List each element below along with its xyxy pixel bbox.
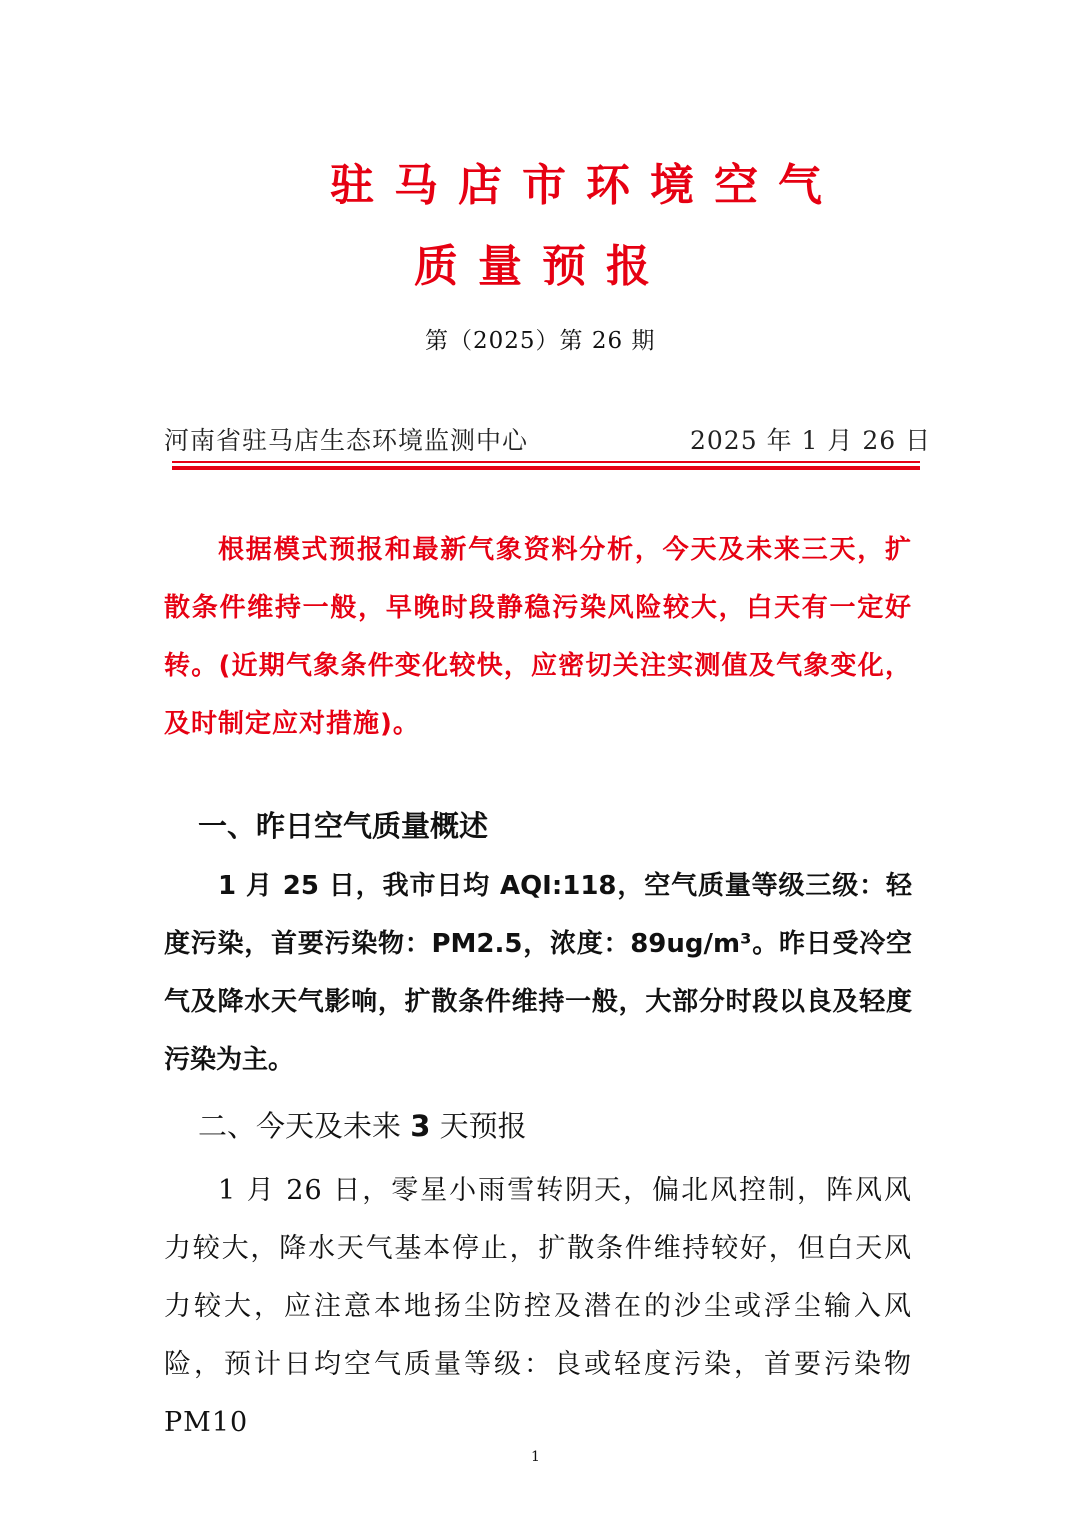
section-body-yesterday: 1 月 25 日，我市日均 AQI:118，空气质量等级三级：轻度污染，首要污染物：PM2.5，浓度：89ug/m³。昨日受冷空气及降水天气影响，扩散条件维持一般，大部分时段以良及轻度污染为主。 (164, 871, 912, 1075)
section-heading-forecast-suffix: 天预报 (430, 1109, 527, 1143)
page-number: 1 (531, 1449, 540, 1465)
header-divider-thick (172, 466, 920, 470)
issue-number: 第（2025）第 26 期 (425, 328, 656, 354)
section-heading-forecast-number: 3 (410, 1109, 431, 1143)
section-body-forecast: 1 月 26 日，零星小雨雪转阴天，偏北风控制，阵风风力较大，降水天气基本停止，扩散条件维持较好，但白天风力较大，应注意本地扬尘防控及潜在的沙尘或浮尘输入风险，预计日均空气质量等级：良或轻度污染，首要污染物 PM10 (164, 1175, 912, 1438)
section-heading-yesterday: 一、昨日空气质量概述 (198, 809, 489, 843)
report-title-line-1: 驻马店市环境空气 (330, 160, 842, 211)
forecast-summary: 根据模式预报和最新气象资料分析，今天及未来三天，扩散条件维持一般，早晚时段静稳污染风险较大，白天有一定好转。(近期气象条件变化较快，应密切关注实测值及气象变化，及时制定应对措施)。 (164, 535, 912, 739)
header-divider-thin (172, 461, 920, 463)
issuing-organization: 河南省驻马店生态环境监测中心 (164, 426, 529, 455)
section-heading-forecast-prefix: 二、今天及未来 (198, 1109, 411, 1143)
section-heading-forecast (198, 1109, 527, 1143)
report-title-line-2: 质量预报 (414, 241, 670, 292)
issue-date: 2025 年 1 月 26 日 (690, 426, 932, 455)
